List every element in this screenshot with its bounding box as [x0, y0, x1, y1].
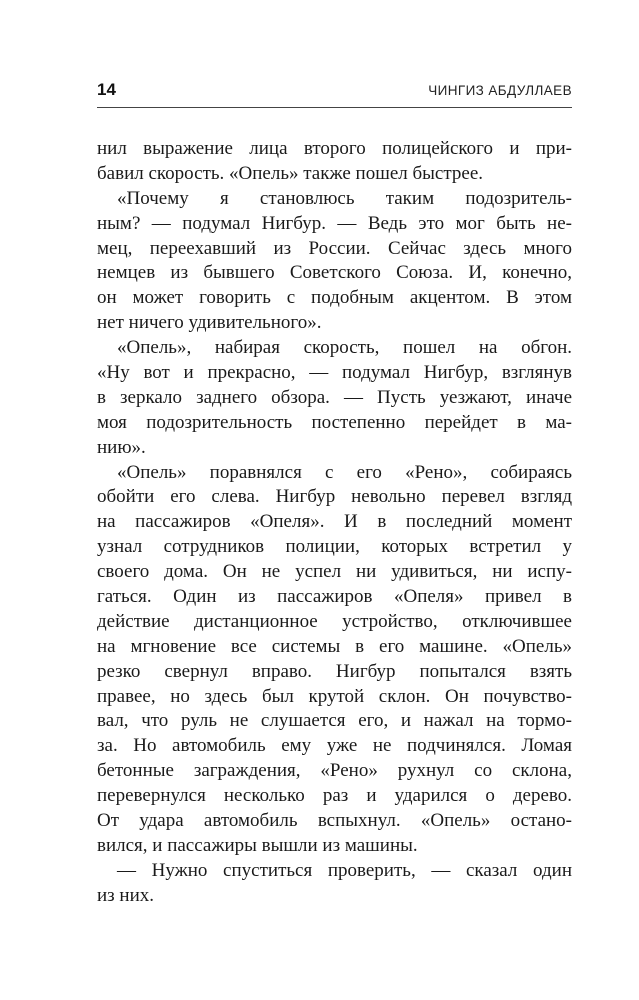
body-line: нию». [97, 436, 146, 458]
body-text [97, 137, 572, 909]
body-line: вился, и пассажиры вышли из машины. [97, 834, 418, 856]
body-line: «Почему я становлюсь таким подозритель- [117, 187, 572, 209]
body-line: вал, что руль не слушается его, и нажал на тормо- [97, 710, 572, 732]
paragraph [97, 859, 572, 909]
body-line: моя подозрительность постепенно перейдет в ма- [97, 411, 572, 433]
paragraph [97, 187, 572, 336]
body-line: своего дома. Он не успел ни удивиться, ни испу- [97, 561, 572, 583]
paragraph [97, 336, 572, 460]
body-line: узнал сотрудников полиции, которых встретил у [97, 536, 572, 558]
page-number: 14 [97, 80, 116, 99]
body-line: немцев из бывшего Советского Союза. И, конечно, [97, 262, 572, 284]
header-rule [97, 107, 572, 108]
body-line: обойти его слева. Нигбур невольно перевел взгляд [97, 486, 572, 508]
body-line: мец, переехавший из России. Сейчас здесь много [97, 237, 572, 259]
body-line: бетонные заграждения, «Рено» рухнул со склона, [97, 760, 572, 782]
paragraph [97, 461, 572, 859]
body-line: в зеркало заднего обзора. — Пусть уезжают, иначе [97, 386, 572, 408]
body-line: «Опель», набирая скорость, пошел на обгон. [117, 337, 572, 359]
body-line: на пассажиров «Опеля». И в последний момент [97, 511, 572, 533]
body-line: ным? — подумал Нигбур. — Ведь это мог быть не- [97, 212, 572, 234]
body-line: От удара автомобиль вспыхнул. «Опель» остано- [97, 810, 572, 832]
body-line: бавил скорость. «Опель» также пошел быстрее. [97, 162, 484, 184]
body-line: на мгновение все системы в его машине. «Опель» [97, 635, 572, 657]
body-line: действие дистанционное устройство, отключившее [97, 610, 572, 632]
body-line: — Нужно спуститься проверить, — сказал один [117, 859, 572, 881]
body-line: «Ну вот и прекрасно, — подумал Нигбур, взглянув [97, 362, 572, 384]
body-line: он может говорить с подобным акцентом. В этом [97, 287, 572, 309]
running-header: ЧИНГИЗ АБДУЛЛАЕВ [428, 83, 572, 98]
body-line: нил выражение лица второго полицейского и при- [97, 138, 572, 159]
paragraph [97, 137, 572, 187]
body-line: нет ничего удивительного». [97, 312, 322, 334]
body-line: гаться. Один из пассажиров «Опеля» привел в [97, 586, 572, 608]
body-line: резко свернул вправо. Нигбур попытался взять [97, 660, 572, 682]
body-line: перевернулся несколько раз и ударился о дерево. [97, 785, 572, 807]
body-line: из них. [97, 884, 155, 906]
body-line: за. Но автомобиль ему уже не подчинялся. Ломая [97, 735, 572, 757]
body-line: правее, но здесь был крутой склон. Он почувство- [97, 685, 572, 707]
body-line: «Опель» поравнялся с его «Рено», собираясь [117, 461, 572, 483]
